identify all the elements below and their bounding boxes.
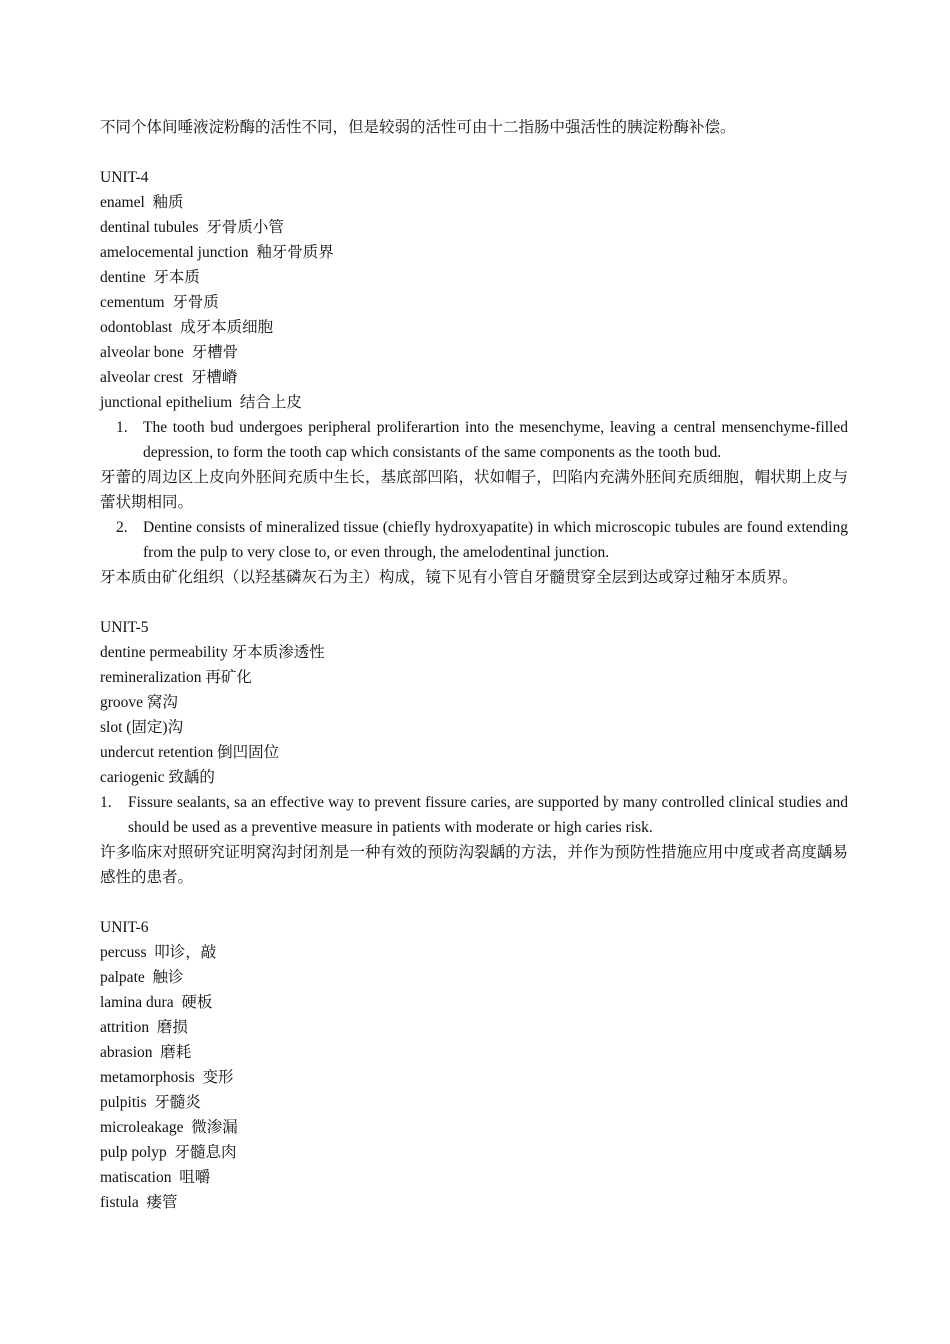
term-entry: [100, 1015, 848, 1040]
term-entry: remineralization 再矿化: [100, 669, 252, 686]
document-body: [100, 115, 848, 1215]
term-en: attrition: [100, 1019, 150, 1036]
term-entry: [100, 990, 848, 1015]
term-zh: 釉质: [152, 194, 184, 211]
term-en: enamel: [100, 194, 145, 211]
term-entry: [100, 390, 848, 415]
term-zh: 牙槽嵴: [190, 369, 238, 386]
unit-6-term-list: [100, 940, 848, 1215]
term-zh: 硬板: [181, 994, 213, 1011]
term-en: amelocemental junction: [100, 244, 249, 261]
term-en: cementum: [100, 294, 165, 311]
sentence-english: The tooth bud undergoes peripheral proliferartion into the mesenchyme, leaving a central mensenchyme-filled depression, to form the tooth cap which consistants of the same components as the tooth bud.: [143, 419, 848, 461]
term-entry: [100, 265, 848, 290]
sentence-english: Fissure sealants, sa an effective way to prevent fissure caries, are supported by many controlled clinical studies and should be used as a preventive measure in patients with moderate or high caries risk.: [128, 794, 848, 836]
term-zh: 牙骨质小管: [206, 219, 284, 236]
spacer: [100, 590, 848, 615]
term-entry: [100, 240, 848, 265]
term-en: pulp polyp: [100, 1144, 167, 1161]
term-zh: 瘘管: [146, 1194, 178, 1211]
term-entry: [100, 1090, 848, 1115]
numbered-sentence: [100, 790, 848, 840]
numbered-sentence: [100, 415, 848, 465]
term-entry: cariogenic 致龋的: [100, 769, 215, 786]
term-entry: [100, 1040, 848, 1065]
term-entry: slot (固定)沟: [100, 719, 184, 736]
term-en: microleakage: [100, 1119, 184, 1136]
term-zh: 触诊: [152, 969, 184, 986]
term-zh: 咀嚼: [179, 1169, 211, 1186]
term-entry: [100, 940, 848, 965]
term-entry: [100, 190, 848, 215]
unit-5-term-list: [100, 640, 848, 790]
term-entry: [100, 365, 848, 390]
spacer: [100, 140, 848, 165]
term-en: pulpitis: [100, 1094, 147, 1111]
term-en: matiscation: [100, 1169, 172, 1186]
term-zh: 成牙本质细胞: [180, 319, 274, 336]
term-en: percuss: [100, 944, 147, 961]
term-entry: [100, 1165, 848, 1190]
unit-6-heading: UNIT-6: [100, 919, 149, 936]
sentence-translation: 牙蕾的周边区上皮向外胚间充质中生长，基底部凹陷，状如帽子，凹陷内充满外胚间充质细胞，帽状期上皮与蕾状期相同。: [100, 469, 848, 511]
term-en: dentine: [100, 269, 146, 286]
term-en: junctional epithelium: [100, 394, 233, 411]
term-entry: dentine permeability 牙本质渗透性: [100, 644, 325, 661]
term-en: metamorphosis: [100, 1069, 195, 1086]
term-entry: [100, 290, 848, 315]
term-entry: [100, 1190, 848, 1215]
term-zh: 牙本质: [153, 269, 200, 286]
numbered-sentence: [100, 515, 848, 565]
term-entry: [100, 1115, 848, 1140]
term-entry: [100, 965, 848, 990]
unit-5-heading: UNIT-5: [100, 619, 149, 636]
term-en: palpate: [100, 969, 145, 986]
term-entry: groove 窝沟: [100, 694, 178, 711]
term-zh: 牙骨质: [172, 294, 219, 311]
intro-paragraph: 不同个体间唾液淀粉酶的活性不同，但是较弱的活性可由十二指肠中强活性的胰淀粉酶补偿。: [100, 119, 736, 136]
unit-4-term-list: [100, 190, 848, 415]
spacer: [100, 890, 848, 915]
sentence-english: Dentine consists of mineralized tissue (chiefly hydroxyapatite) in which microscopic tubules are found extending from the pulp to very close to, or even through, the amelodentinal junction.: [143, 519, 848, 561]
term-zh: 釉牙骨质界: [256, 244, 334, 261]
term-entry: [100, 340, 848, 365]
sentence-translation: 许多临床对照研究证明窝沟封闭剂是一种有效的预防沟裂龋的方法，并作为预防性措施应用中度或者高度龋易感性的患者。: [100, 844, 848, 886]
term-zh: 磨损: [156, 1019, 188, 1036]
term-en: alveolar crest: [100, 369, 184, 386]
sentence-translation: 牙本质由矿化组织（以羟基磷灰石为主）构成，镜下见有小管自牙髓贯穿全层到达或穿过釉牙本质界。: [100, 569, 798, 586]
sentence-number: 1.: [116, 419, 128, 436]
term-entry: [100, 215, 848, 240]
term-zh: 磨耗: [160, 1044, 192, 1061]
sentence-number: 2.: [116, 519, 128, 536]
term-entry: [100, 315, 848, 340]
unit-4-heading: UNIT-4: [100, 169, 149, 186]
term-zh: 牙髓息肉: [174, 1144, 237, 1161]
term-entry: undercut retention 倒凹固位: [100, 744, 280, 761]
term-en: lamina dura: [100, 994, 174, 1011]
term-en: abrasion: [100, 1044, 153, 1061]
sentence-number: 1.: [100, 794, 112, 811]
term-zh: 结合上皮: [239, 394, 302, 411]
term-en: fistula: [100, 1194, 139, 1211]
term-zh: 牙槽骨: [191, 344, 239, 361]
term-zh: 牙髓炎: [154, 1094, 201, 1111]
term-zh: 微渗漏: [191, 1119, 238, 1136]
term-en: odontoblast: [100, 319, 173, 336]
term-en: alveolar bone: [100, 344, 184, 361]
term-zh: 叩诊，敲: [154, 944, 217, 961]
term-en: dentinal tubules: [100, 219, 199, 236]
term-entry: [100, 1140, 848, 1165]
term-entry: [100, 1065, 848, 1090]
term-zh: 变形: [202, 1069, 234, 1086]
